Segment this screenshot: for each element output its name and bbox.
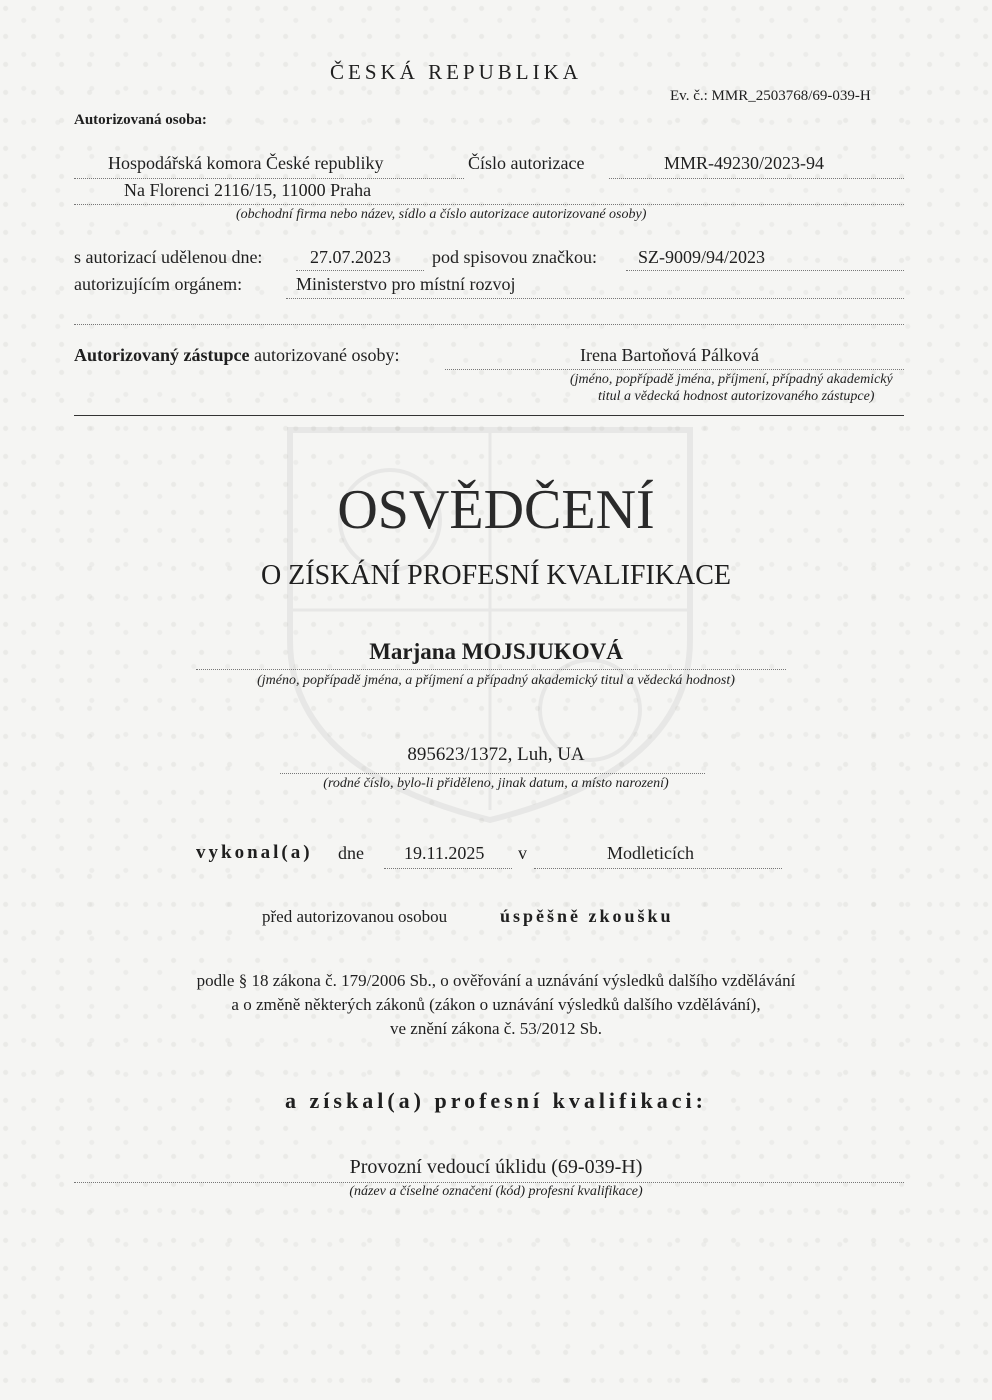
country-heading: ČESKÁ REPUBLIKA — [330, 60, 582, 84]
authorization-number: MMR-49230/2023-94 — [664, 153, 825, 173]
dotted-line — [626, 270, 904, 271]
law-line-1: podle § 18 zákona č. 179/2006 Sb., o ověřování a uznávání výsledků dalšího vzdělávání — [196, 971, 796, 990]
certificate-title: OSVĚDČENÍ — [337, 479, 655, 541]
law-line-3: ve znění zákona č. 53/2012 Sb. — [390, 1019, 602, 1038]
dotted-line — [296, 270, 424, 271]
dotted-line — [534, 868, 782, 869]
representative-caption-1: (jméno, popřípadě jména, příjmení, případný akademický — [570, 372, 893, 387]
representative-label-rest: autorizované osoby: — [249, 345, 400, 365]
success-text: úspěšně zkoušku — [500, 906, 674, 926]
authorization-number-label: Číslo autorizace — [468, 153, 585, 173]
dotted-line — [74, 178, 464, 179]
representative-caption-2: titul a vědecká hodnost autorizovaného zástupce) — [598, 389, 875, 404]
granted-date: 27.07.2023 — [310, 247, 391, 267]
representative-name: Irena Bartoňová Pálková — [580, 345, 759, 365]
exam-date: 19.11.2025 — [404, 843, 485, 863]
granted-label: s autorizací udělenou dne: — [74, 247, 263, 267]
dotted-line — [74, 204, 904, 205]
file-mark-label: pod spisovou značkou: — [432, 247, 597, 267]
birth-info: 895623/1372, Luh, UA — [407, 744, 585, 765]
dotted-line — [74, 1182, 904, 1183]
header-separator — [74, 415, 904, 416]
representative-label-bold: Autorizovaný zástupce — [74, 345, 250, 365]
evidence-number: Ev. č.: MMR_2503768/69-039-H — [670, 88, 871, 104]
authorized-person-label: Autorizovaná osoba: — [74, 112, 207, 128]
authority-name: Ministerstvo pro místní rozvoj — [296, 274, 516, 294]
qualification-caption: (název a číselné označení (kód) profesní kvalifikace) — [349, 1184, 643, 1199]
authority-label: autorizujícím orgánem: — [74, 274, 243, 294]
holder-name: Marjana MOJSJUKOVÁ — [369, 639, 623, 664]
acquired-text: a získal(a) profesní kvalifikaci: — [285, 1088, 707, 1113]
performed-label: vykonal(a) — [196, 842, 313, 863]
law-line-2: a o změně některých zákonů (zákon o uznávání výsledků dalšího vzdělávání), — [231, 995, 761, 1014]
dotted-line — [445, 369, 904, 370]
birth-caption: (rodné číslo, bylo-li přiděleno, jinak datum, a místo narození) — [323, 776, 669, 791]
organization-address: Na Florenci 2116/15, 11000 Praha — [124, 180, 372, 200]
dotted-line — [609, 178, 904, 179]
dotted-line — [196, 669, 786, 670]
dotted-line — [74, 324, 904, 325]
before-text: před autorizovanou osobou — [262, 907, 448, 926]
dotted-line — [280, 773, 705, 774]
exam-place: Modleticích — [607, 843, 694, 863]
qualification-name: Provozní vedoucí úklidu (69-039-H) — [349, 1156, 643, 1178]
file-mark: SZ-9009/94/2023 — [638, 247, 766, 267]
date-label: dne — [338, 843, 364, 863]
certificate-subtitle: O ZÍSKÁNÍ PROFESNÍ KVALIFIKACE — [260, 560, 732, 591]
dotted-line — [384, 868, 512, 869]
state-emblem-watermark — [230, 410, 750, 830]
representative-label — [74, 345, 399, 366]
dotted-line — [286, 298, 904, 299]
holder-caption: (jméno, popřípadě jména, a příjmení a případný akademický titul a vědecká hodnost) — [257, 673, 735, 688]
place-label: v — [518, 843, 527, 863]
organization-name: Hospodářská komora České republiky — [108, 153, 384, 173]
organization-caption: (obchodní firma nebo název, sídlo a číslo autorizace autorizované osoby) — [236, 207, 647, 222]
